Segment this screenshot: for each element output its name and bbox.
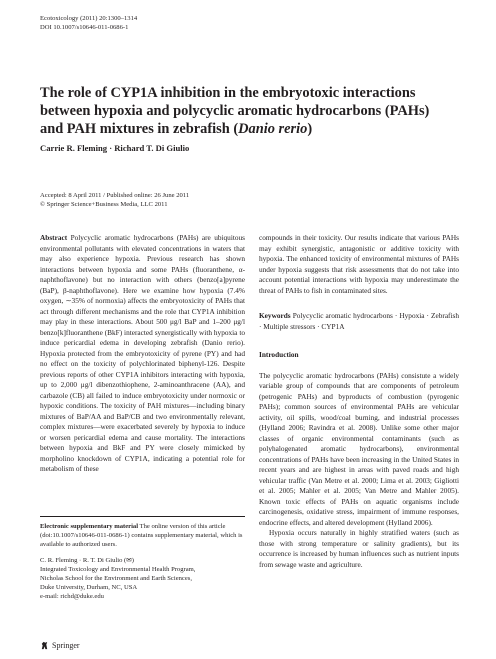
right-column (259, 233, 459, 570)
abstract-label: Abstract (40, 233, 68, 242)
authors: Carrie R. Fleming · Richard T. Di Giulio (40, 143, 190, 153)
publisher-name: Springer (52, 641, 80, 650)
footnote-divider (40, 516, 245, 517)
copyright: © Springer Science+Business Media, LLC 2011 (40, 201, 168, 208)
abstract (40, 233, 245, 475)
accepted-date: Accepted: 8 April 2011 / Published online: 26 June 2011 (40, 192, 190, 199)
publisher-footer (40, 641, 80, 650)
keywords: Keywords Polycyclic aromatic hydrocarbons · Hypoxia · Zebrafish · Multiple stressors · CYP1A (259, 311, 460, 331)
abstract-text: Polycyclic aromatic hydrocarbons (PAHs) are ubiquitous environmental pollutants with elevated concentrations in waters that may also experience hypoxia. Previous research has shown interactions between hypoxia and some PAHs (fluoranthene, α-naphthoflavone) but no interaction with others (benzo[a]pyrene (BaP), β-naphthoflavone). Here we examine how hypoxia (7.4% oxygen, ∼35% of normoxia) affects the embryotoxicity of PAHs that act through different mechanisms and the role that CYP1A inhibition may play in these interactions. About 500 μg/l BaP and 1–200 μg/l benzo[k]fluoranthene (BkF) interacted synergistically with hypoxia to induce pericardial edema in developing zebrafish (Danio rerio). Hypoxia protected from the embryotoxicity of pyrene (PY) and had no effect on the toxicity of polychlorinated biphenyl-126. Despite previous reports of other CYP1A inhibitors interacting with hypoxia, up to 2,000 μg/l dibenzothiophene, 2-aminoanthracene (AA), and carbazole (CB) all failed to induce embryotoxicity under normoxic or hypoxic conditions. The toxicity of PAH mixtures—including binary mixtures of BaP/AA and BaP/CB and two environmentally relevant, complex mixtures—were exacerbated severely by hypoxia to induce or worsen pericardial edema and cause mortality. The interactions between hypoxia and BkF and PY were closely mimicked by morpholino knockdown of CYP1A, indicating a potential role for metabolism of these (40, 233, 246, 473)
journal-header (40, 14, 137, 32)
author-email[interactable]: e-mail: richd@duke.edu (40, 593, 104, 600)
abstract-continuation: compounds in their toxicity. Our results indicate that various PAHs may exhibit synergistic, antagonistic or additive toxicity with hypoxia. The enhanced toxicity of environmental mixtures of PAHs under hypoxia suggests that risk assessments that do not take into account potential interactions with hypoxia may underestimate the threat of PAHs to fish in contaminated sites. (259, 233, 459, 295)
publication-dates (40, 191, 189, 209)
introduction-heading: Introduction (259, 350, 299, 359)
left-column (40, 233, 245, 475)
intro-paragraph-1: The polycyclic aromatic hydrocarbons (PAHs) consistute a widely variable group of compounds that are components of petroleum (petrogenic PAHs) and byproducts of combustion (pyrogenic PAHs); common sources of environmental PAHs are vehicular activity, oil spills, wood/coal burning, and industrial processes (Hylland 2006; Ravindra et al. 2008). Unlike some other major classes of organic environmental contaminants (such as polyhalogenated aromatic hydrocarbons), environmental concentrations of PAHs have been increasing in the United States in recent years and are highest in areas with paved roads and high vehicular traffic (Van Metre et al. 2000; Lima et al. 2003; Gigliotti et al. 2005; Mahler et al. 2005; Van Metre and Mahler 2005). Known toxic effects of PAHs on aquatic organisms include carcinogenesis, oxidative stress, impairment of immune responses, endocrine effects, and altered development (Hylland 2006). (259, 370, 459, 527)
intro-paragraph-2: Hypoxia occurs naturally in highly stratified waters (such as those with strong temperature or salinity gradients), but its occurrence is increased by human influences such as nutrient inputs from sewage waste and agriculture. (259, 528, 459, 569)
springer-horse-icon (40, 641, 49, 650)
esm-note: Electronic supplementary material The online version of this article (doi:10.1007/s10646-011-0686-1) contains supplementary material, which is available to authorized users. (40, 523, 243, 548)
paper-title: The role of CYP1A inhibition in the embryotoxic interactions between hypoxia and polycyclic aromatic hydrocarbons (PAHs) and PAH mixtures in zebrafish (Danio rerio) (40, 85, 430, 137)
doi: DOI 10.1007/s10646-011-0686-1 (40, 24, 129, 31)
affiliation: C. R. Fleming · R. T. Di Giulio (✉) Integrated Toxicology and Environmental Health Program, Nicholas School for the Environment and Earth Sciences, Duke University, Durham, NC, USA e-mail: richd@duke.edu (40, 556, 245, 601)
journal-citation: Ecotoxicology (2011) 20:1300–1314 (40, 15, 138, 22)
